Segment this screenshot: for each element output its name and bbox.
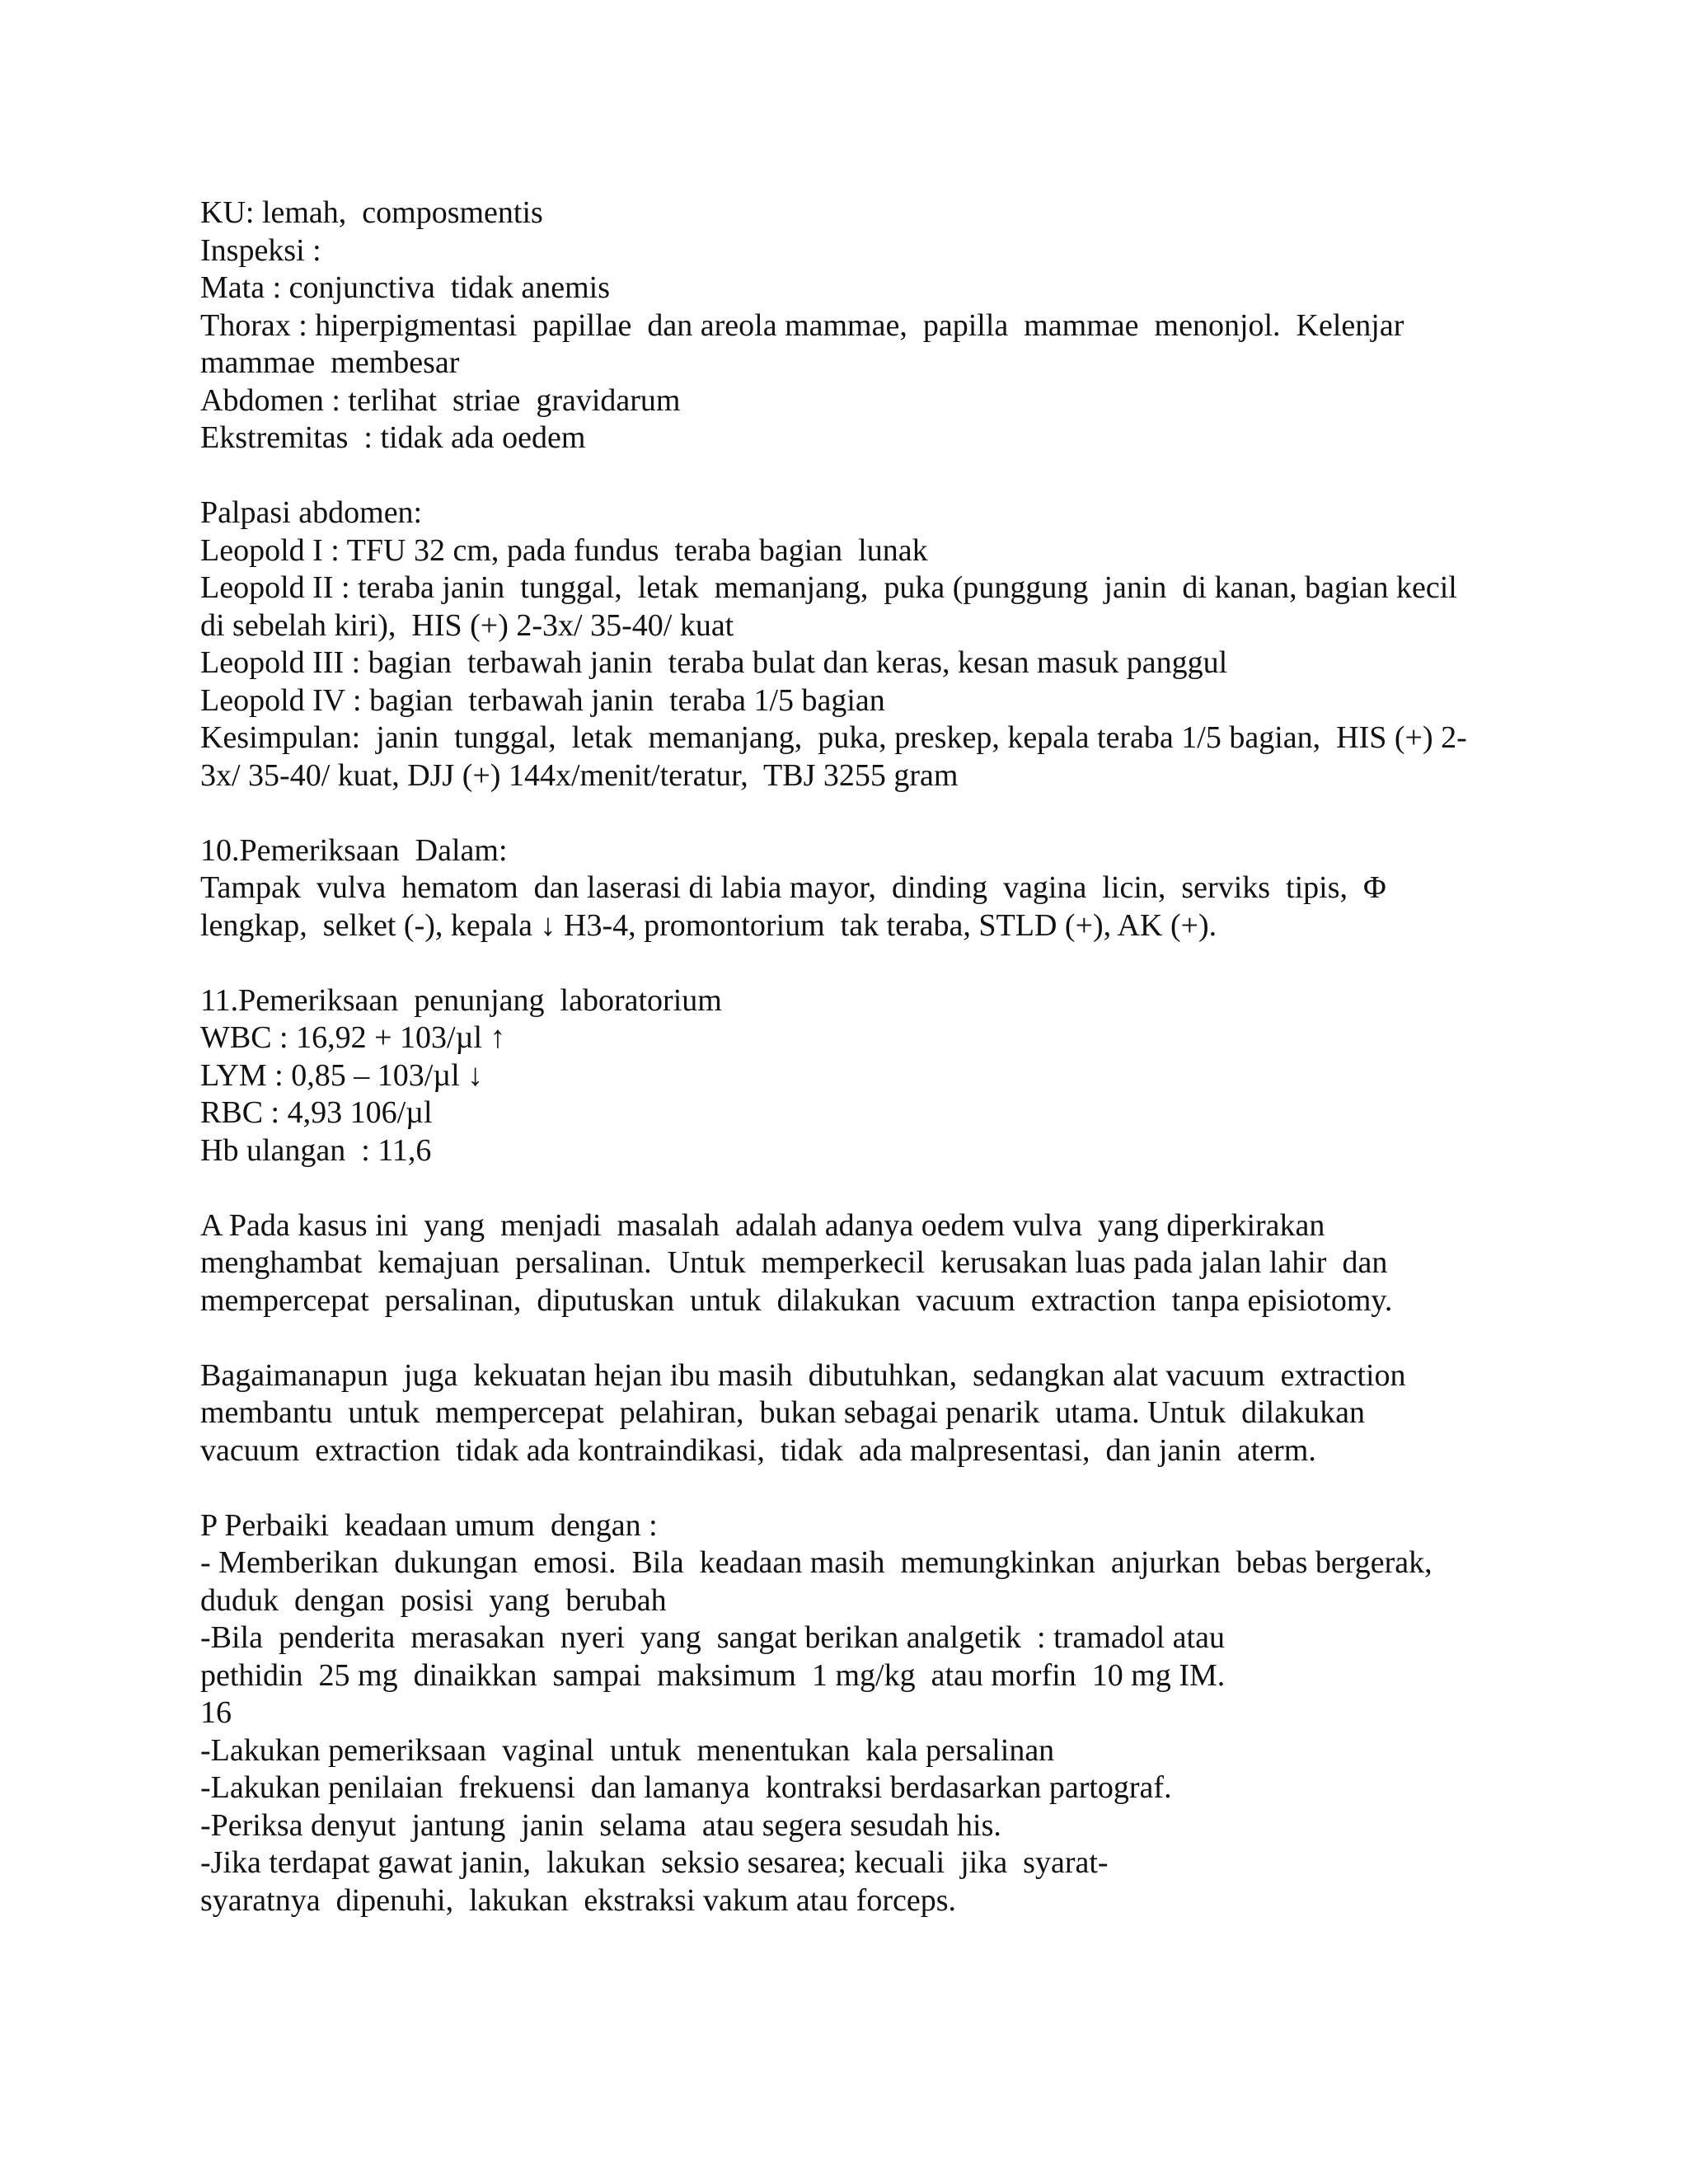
line-ku: KU: lemah, composmentis: [200, 195, 543, 230]
line-plan-gawat-janin-cont: syaratnya dipenuhi, lakukan ekstraksi vakum atau forceps.: [200, 1882, 956, 1918]
blank-line: [200, 1319, 1536, 1357]
line-plan-vaginal: -Lakukan pemeriksaan vaginal untuk menentukan kala persalinan: [200, 1732, 1055, 1768]
line-inspeksi: Inspeksi :: [200, 232, 321, 268]
line-assessment-3: mempercepat persalinan, diputuskan untuk dilakukan vacuum extraction tanpa episiotomy.: [200, 1282, 1393, 1318]
page-number: 16: [200, 1695, 232, 1730]
line-leopold-4: Leopold IV : bagian terbawah janin teraba 1/5 bagian: [200, 682, 885, 718]
line-leopold-1: Leopold I : TFU 32 cm, pada fundus teraba bagian lunak: [200, 532, 928, 568]
line-kesimpulan-cont: 3x/ 35-40/ kuat, DJJ (+) 144x/menit/teratur, TBJ 3255 gram: [200, 757, 959, 793]
line-assessment-1: A Pada kasus ini yang menjadi masalah adalah adanya oedem vulva yang diperkirakan: [200, 1207, 1325, 1243]
line-ekstremitas: Ekstremitas : tidak ada oedem: [200, 420, 586, 455]
line-leopold-2-cont: di sebelah kiri), HIS (+) 2-3x/ 35-40/ kuat: [200, 607, 734, 643]
line-plan-analgetik-cont: pethidin 25 mg dinaikkan sampai maksimum 1 mg/kg atau morfin 10 mg IM.: [200, 1657, 1226, 1693]
line-lab-heading: 11.Pemeriksaan penunjang laboratorium: [200, 982, 722, 1018]
line-plan-gawat-janin: -Jika terdapat gawat janin, lakukan seksio sesarea; kecuali jika syarat-: [200, 1845, 1109, 1880]
line-pemeriksaan-dalam: Tampak vulva hematom dan laserasi di labia mayor, dinding vagina licin, serviks tipis, Φ: [200, 870, 1386, 905]
line-lab-hb: Hb ulangan : 11,6: [200, 1132, 432, 1168]
line-bagaimanapun-2: membantu untuk mempercepat pelahiran, bukan sebagai penarik utama. Untuk dilakukan: [200, 1395, 1365, 1430]
line-bagaimanapun-3: vacuum extraction tidak ada kontraindikasi, tidak ada malpresentasi, dan janin aterm.: [200, 1432, 1316, 1468]
document-body: [200, 194, 1536, 1919]
line-plan-dukungan-cont: duduk dengan posisi yang berubah: [200, 1582, 667, 1618]
line-plan-dukungan: - Memberikan dukungan emosi. Bila keadaan masih memungkinkan anjurkan bebas bergerak,: [200, 1545, 1432, 1580]
line-mata: Mata : conjunctiva tidak anemis: [200, 270, 611, 305]
line-kesimpulan: Kesimpulan: janin tunggal, letak memanjang, puka, preskep, kepala teraba 1/5 bagian, HIS (+) 2-: [200, 720, 1467, 755]
line-lab-wbc: WBC : 16,92 + 103/µl ↑: [200, 1020, 506, 1055]
line-thorax-cont: mammae membesar: [200, 345, 460, 380]
blank-line: [200, 1469, 1536, 1507]
line-pemeriksaan-dalam-heading: 10.Pemeriksaan Dalam:: [200, 832, 508, 868]
blank-line: [200, 944, 1536, 982]
blank-line: [200, 1169, 1536, 1207]
line-lab-rbc: RBC : 4,93 106/µl: [200, 1095, 433, 1130]
line-palpasi-heading: Palpasi abdomen:: [200, 495, 423, 530]
line-pemeriksaan-dalam-cont: lengkap, selket (-), kepala ↓ H3-4, promontorium tak teraba, STLD (+), AK (+).: [200, 907, 1217, 943]
line-abdomen: Abdomen : terlihat striae gravidarum: [200, 382, 681, 418]
line-plan-analgetik: -Bila penderita merasakan nyeri yang sangat berikan analgetik : tramadol atau: [200, 1620, 1225, 1655]
line-thorax: Thorax : hiperpigmentasi papillae dan areola mammae, papilla mammae menonjol. Kelenjar: [200, 307, 1404, 343]
blank-line: [200, 794, 1536, 832]
line-bagaimanapun-1: Bagaimanapun juga kekuatan hejan ibu masih dibutuhkan, sedangkan alat vacuum extraction: [200, 1357, 1406, 1393]
line-leopold-3: Leopold III : bagian terbawah janin teraba bulat dan keras, kesan masuk panggul: [200, 645, 1228, 680]
line-plan-djj: -Periksa denyut jantung janin selama atau segera sesudah his.: [200, 1807, 1001, 1843]
blank-line: [200, 457, 1536, 495]
line-plan-partograf: -Lakukan penilaian frekuensi dan lamanya kontraksi berdasarkan partograf.: [200, 1770, 1172, 1805]
line-lab-lym: LYM : 0,85 – 103/µl ↓: [200, 1057, 484, 1093]
line-assessment-2: menghambat kemajuan persalinan. Untuk memperkecil kerusakan luas pada jalan lahir dan: [200, 1245, 1388, 1280]
line-plan-heading: P Perbaiki keadaan umum dengan :: [200, 1507, 658, 1543]
line-leopold-2: Leopold II : teraba janin tunggal, letak memanjang, puka (punggung janin di kanan, bagian kecil: [200, 570, 1457, 605]
